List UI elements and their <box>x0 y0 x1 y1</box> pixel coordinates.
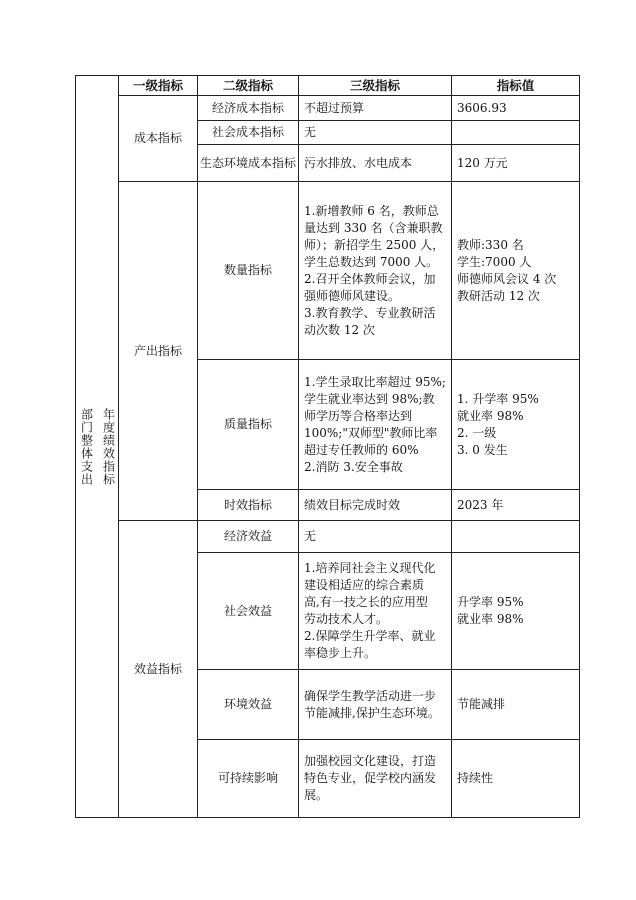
side-label-cell <box>76 76 119 818</box>
text-line: 动次数 12 次 <box>304 322 375 337</box>
table-row <box>76 521 580 553</box>
value-cell: 节能减排 <box>452 670 580 740</box>
text-line: 加强校园文化建设，打造 <box>304 754 437 768</box>
performance-indicator-sheet <box>75 75 580 818</box>
text-line: 就业率 98% <box>457 408 524 423</box>
text-line: 量达到 330 名（含兼职教 <box>304 220 443 235</box>
value-cell <box>452 182 580 360</box>
table-row <box>76 96 580 121</box>
text-line: 节能减排,保护生态环境。 <box>304 705 440 720</box>
value-cell <box>452 121 580 145</box>
level2-cell: 社会成本指标 <box>198 121 299 145</box>
text-line: 师德师风会议 4 次 <box>457 271 557 286</box>
value-cell: 120 万元 <box>452 145 580 182</box>
level3-cell: 无 <box>299 521 452 553</box>
level2-cell: 经济成本指标 <box>198 96 299 121</box>
level3-cell: 污水排放、水电成本 <box>299 145 452 182</box>
header-level3: 三级指标 <box>299 76 452 96</box>
text-line: 100%;"双师型"教师比率 <box>304 425 438 440</box>
text-line: 师）；新招学生 2500 人， <box>304 237 445 252</box>
text-line: 学生就业率达到 98%;教 <box>304 391 435 406</box>
level2-cell: 可持续影响 <box>198 740 299 818</box>
level3-cell: 绩效目标完成时效 <box>299 490 452 521</box>
text-line: 1. 升学率 95% <box>457 391 539 406</box>
text-line: 1.学生录取比率超过 95%; <box>304 374 446 389</box>
text-line: 强师德师风建设。 <box>304 288 401 303</box>
text-line: 师学历等合格率达到 <box>304 408 413 423</box>
side-label-line1: 年度绩效指标 <box>101 407 116 486</box>
text-line: 3.教育教学、专业教研活 <box>304 305 436 320</box>
level3-cell: 不超过预算 <box>299 96 452 121</box>
level3-cell: 无 <box>299 121 452 145</box>
level2-cell: 经济效益 <box>198 521 299 553</box>
text-line: 劳动技术人才。 <box>304 612 389 626</box>
group-cost-name: 成本指标 <box>119 96 198 182</box>
value-cell <box>452 553 580 670</box>
text-line: 升学率 95% <box>457 595 524 609</box>
level3-cell <box>299 182 452 360</box>
text-line: 教师:330 名 <box>457 237 524 252</box>
value-cell <box>452 521 580 553</box>
level2-cell: 质量指标 <box>198 360 299 490</box>
text-line: 超过专任教师的 60% <box>304 442 419 457</box>
text-line: 就业率 98% <box>457 612 524 626</box>
text-line: 展。 <box>304 788 329 802</box>
level2-cell: 时效指标 <box>198 490 299 521</box>
text-line: 2.消防 3.安全事故 <box>304 459 403 474</box>
text-line: 确保学生教学活动进一步 <box>304 688 437 703</box>
text-line: 1.新增教师 6 名，教师总 <box>304 203 439 218</box>
text-line: 学生:7000 人 <box>457 254 532 269</box>
level3-cell <box>299 553 452 670</box>
text-line: 高,有一技之长的应用型 <box>304 595 428 609</box>
level3-cell <box>299 670 452 740</box>
header-level2: 二级指标 <box>198 76 299 96</box>
header-row <box>76 76 580 96</box>
text-line: 教研活动 12 次 <box>457 288 540 303</box>
header-level1: 一级指标 <box>119 76 198 96</box>
level2-cell: 生态环境成本指标 <box>198 145 299 182</box>
text-line: 特色专业，促学校内涵发 <box>304 771 437 785</box>
level2-cell: 环境效益 <box>198 670 299 740</box>
text-line: 学生总数达到 7000 人。 <box>304 254 439 269</box>
text-line: 建设相适应的综合素质 <box>304 578 425 592</box>
value-cell: 持续性 <box>452 740 580 818</box>
value-cell: 2023 年 <box>452 490 580 521</box>
text-line: 3. 0 发生 <box>457 442 508 457</box>
group-output-name: 产出指标 <box>119 182 198 521</box>
text-line: 1.培养同社会主义现代化 <box>304 561 436 575</box>
level3-cell <box>299 360 452 490</box>
level2-cell: 社会效益 <box>198 553 299 670</box>
text-line: 2.保障学生升学率、就业 <box>304 629 436 643</box>
value-cell: 3606.93 <box>452 96 580 121</box>
level3-cell <box>299 740 452 818</box>
group-benefit-name: 效益指标 <box>119 521 198 818</box>
text-line: 2. 一级 <box>457 425 497 440</box>
side-label-line2: 部门整体支出 <box>79 407 94 486</box>
indicator-table <box>75 75 580 818</box>
text-line: 率稳步上升。 <box>304 646 377 660</box>
header-value: 指标值 <box>452 76 580 96</box>
level2-cell: 数量指标 <box>198 182 299 360</box>
table-row <box>76 182 580 360</box>
value-cell <box>452 360 580 490</box>
text-line: 2.召开全体教师会议，加 <box>304 271 436 286</box>
